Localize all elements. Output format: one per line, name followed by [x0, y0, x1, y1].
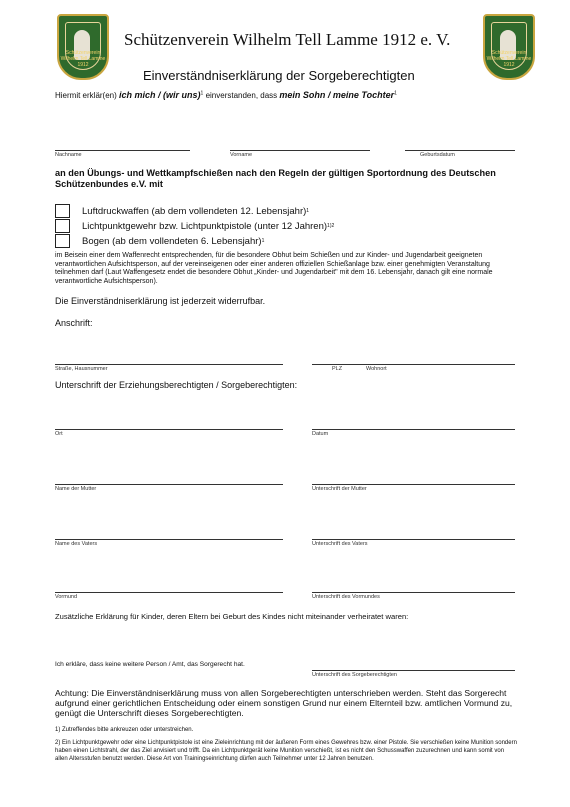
- name-vater-line[interactable]: [55, 539, 283, 540]
- logo-text-left: Schützenverein Wilhelm Tell Lamme 1912: [60, 50, 106, 68]
- notice-text: Achtung: Die Einverständniserklärung muss von allen Sorgeberechtigten unterschrieben werden. Steht das Sorgerecht aufgrund einer gerichtlichen Entscheidung oder einem sonstigen Grund nur einem Elternteil bzw. amtlichen Vormund zu, genügt die Unterschrift dieses Sorgeberechtigten.: [55, 688, 513, 718]
- vormund-line[interactable]: [55, 592, 283, 593]
- checkbox-luftdruck[interactable]: [55, 204, 70, 218]
- vormund-label: Vormund: [55, 594, 78, 600]
- street-label: Straße, Hausnummer: [55, 366, 108, 372]
- ort-label: Ort: [55, 431, 63, 437]
- unterschrift-sorgeberechtigter-line[interactable]: [312, 670, 515, 671]
- address-label: Anschrift:: [55, 318, 93, 328]
- vorname-line[interactable]: [230, 150, 370, 151]
- wohnort-label: Wohnort: [366, 366, 387, 372]
- nachname-line[interactable]: [55, 150, 190, 151]
- form-subtitle: Einverständniserklärung der Sorgeberechtigten: [143, 68, 415, 83]
- club-title: Schützenverein Wilhelm Tell Lamme 1912 e. V.: [124, 30, 451, 49]
- unterschrift-vormund-label: Unterschrift des Vormundes: [312, 594, 380, 600]
- name-mutter-label: Name der Mutter: [55, 486, 97, 492]
- name-vater-label: Name des Vaters: [55, 541, 98, 547]
- logo-text-right: Schützenverein Wilhelm Tell Lamme 1912: [486, 50, 532, 68]
- geburtsdatum-label: Geburtsdatum: [420, 152, 455, 158]
- signature-heading: Unterschrift der Erziehungsberechtigten / Sorgeberechtigten:: [55, 380, 298, 390]
- unterschrift-sorgeberechtigter-label: Unterschrift des Sorgeberechtigten: [312, 672, 397, 678]
- unterschrift-mutter-line[interactable]: [312, 484, 515, 485]
- club-logo-right: [483, 14, 535, 80]
- nachname-label: Nachname: [55, 152, 82, 158]
- geburtsdatum-line[interactable]: [405, 150, 515, 151]
- unterschrift-vater-label: Unterschrift des Vaters: [312, 541, 368, 547]
- checkbox-bogen[interactable]: [55, 234, 70, 248]
- street-line[interactable]: [55, 364, 283, 365]
- option-luftdruck[interactable]: Luftdruckwaffen (ab dem vollendeten 12. Lebensjahr) 1: [55, 204, 309, 218]
- plz-wohnort-line[interactable]: [312, 364, 515, 365]
- legal-text: im Beisein einer dem Waffenrecht entsprechenden, für die besondere Obhut beim Schießen und zur Kinder- und Jugendarbeit geeigneten verantwortlichen Aufsichtsperson, auf der vereinseigenen oder einer anderen offiziellen Schießanlage bzw. einer genehmigten Veranstaltung teilnehmen darf (Laut Waffengesetz endet die besondere Obhut „Kinder- und Jugendarbeit" mit dem 16. Lebensjahr, danach gilt eine normale verantwortliche Aufsichtsperson).: [55, 252, 493, 285]
- intro-statement: Hiermit erklär(en) ich mich / (wir uns)$^1$ einverstanden, dass mein Sohn / meine Tochter$^1$: [55, 90, 397, 100]
- additional-heading: Zusätzliche Erklärung für Kinder, deren Eltern bei Geburt des Kindes nicht miteinander verheiratet waren:: [55, 612, 409, 621]
- revocable-note: Die Einverständniserklärung ist jederzeit widerrufbar.: [55, 296, 266, 306]
- footnote-1: 1) Zutreffendes bitte ankreuzen oder unterstreichen.: [55, 727, 194, 733]
- checkbox-lichtpunkt[interactable]: [55, 219, 70, 233]
- unterschrift-mutter-label: Unterschrift der Mutter: [312, 486, 367, 492]
- plz-label: PLZ: [332, 366, 343, 372]
- ort-line[interactable]: [55, 429, 283, 430]
- datum-label: Datum: [312, 431, 329, 437]
- additional-statement: Ich erkläre, dass keine weitere Person / Amt, das Sorgerecht hat.: [55, 661, 245, 668]
- unterschrift-vater-line[interactable]: [312, 539, 515, 540]
- vorname-label: Vorname: [230, 152, 253, 158]
- datum-line[interactable]: [312, 429, 515, 430]
- option-bogen[interactable]: Bogen (ab dem vollendeten 6. Lebensjahr) 1: [55, 234, 264, 248]
- option-lichtpunkt[interactable]: Lichtpunktgewehr bzw. Lichtpunktpistole (unter 12 Jahren) 1)2: [55, 219, 334, 233]
- unterschrift-vormund-line[interactable]: [312, 592, 515, 593]
- participation-heading: an den Übungs- und Wettkampfschießen nach den Regeln der gültigen Sportordnung des Deutschen Schützenbundes e.V. mit: [55, 168, 496, 189]
- footnote-2: 2) Ein Lichtpunktgewehr oder eine Lichtpunktpistole ist eine Zieleinrichtung mit der äußeren Form eines Gewehres bzw. einer Pistole. Sie verschießen keine Munition sondern haben einen Lichtstrahl, der das Ziel anvisiert und trifft. Da ein Lichtpunktgerät keine Munition verschießt, ist es nicht den Schusswaffen zuzurechnen und kann somit von allen Altersstufen benutzt werden. Diese Art von Trainingseinrichtung dürfen auch Teilnehmer unter 12 Jahren benutzen.: [55, 740, 517, 762]
- club-logo-left: [57, 14, 109, 80]
- name-mutter-line[interactable]: [55, 484, 283, 485]
